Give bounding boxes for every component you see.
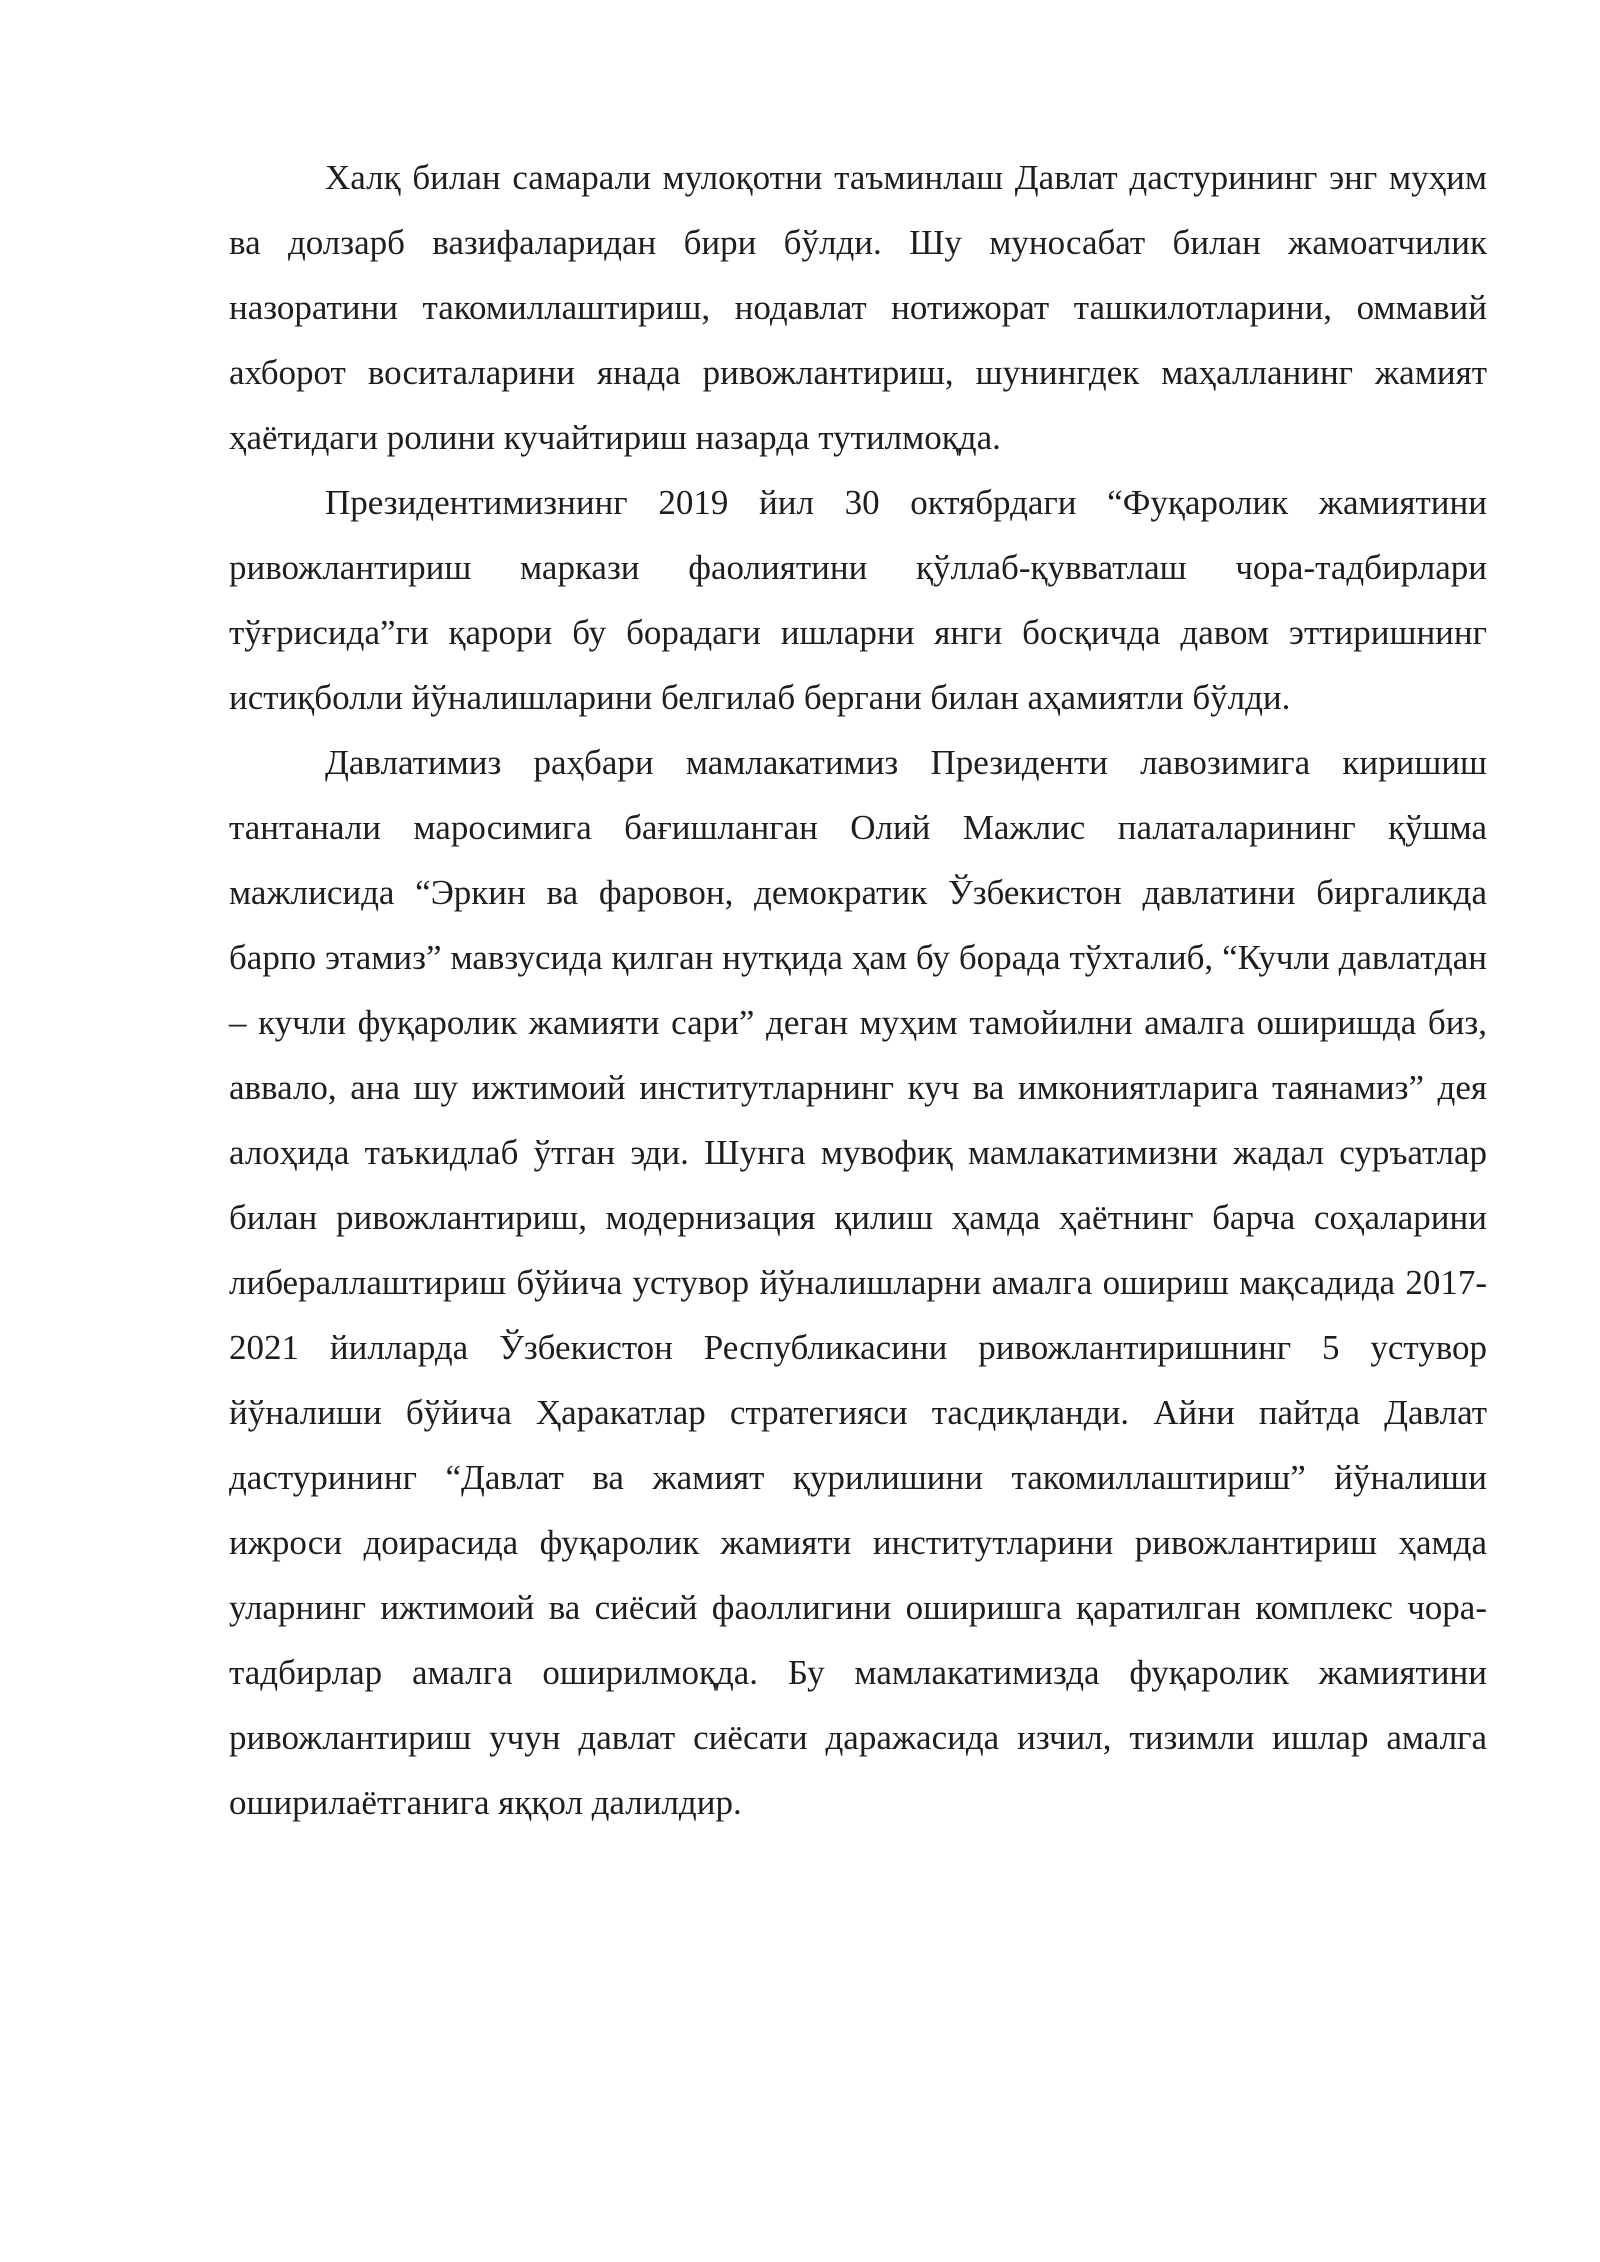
paragraph-2: Президентимизнинг 2019 йил 30 октябрдаги “Фуқаролик жамиятини ривожлантириш маркази фаолиятини қўллаб-қувватлаш чора-тадбирлари тўғрисида”ги қарори бу борадаги ишларни янги босқичда давом эттиришнинг истиқболли йўналишларини белгилаб бергани билан аҳамиятли бўлди. xyxy=(229,483,1487,717)
paragraph-1: Халқ билан самарали мулоқотни таъминлаш Давлат дастурининг энг муҳим ва долзарб вазифаларидан бири бўлди. Шу муносабат билан жамоатчилик назоратини такомиллаштириш, нодавлат нотижорат ташкилотларини, оммавий ахборот воситаларини янада ривожлантириш, шунингдек маҳалланинг жамият ҳаётидаги ролини кучайтириш назарда тутилмоқда. xyxy=(229,158,1487,457)
paragraph-3: Давлатимиз раҳбари мамлакатимиз Президенти лавозимига киришиш тантанали маросимига бағишланган Олий Мажлис палаталарининг қўшма мажлисида “Эркин ва фаровон, демократик Ўзбекистон давлатини биргаликда барпо этамиз” мавзусида қилган нутқида ҳам бу борада тўхталиб, “Кучли давлатдан – кучли фуқаролик жамияти сари” деган муҳим тамойилни амалга оширишда биз, аввало, ана шу ижтимоий институтларнинг куч ва имкониятларига таянамиз” дея алоҳида таъкидлаб ўтган эди. Шунга мувофиқ мамлакатимизни жадал суръатлар билан ривожлантириш, модернизация қилиш ҳамда ҳаётнинг барча соҳаларини либераллаштириш бўйича устувор йўналишларни амалга ошириш мақсадида 2017-2021 йилларда Ўзбекистон Республикасини ривожлантиришнинг 5 устувор йўналиши бўйича Ҳаракатлар стратегияси тасдиқланди. Айни пайтда Давлат дастурининг “Давлат ва жамият қурилишини такомиллаштириш” йўналиши ижроси доирасида фуқаролик жамияти институтларини ривожлантириш ҳамда уларнинг ижтимоий ва сиёсий фаоллигини оширишга қаратилган комплекс чора-тадбирлар амалга оширилмоқда. Бу мамлакатимизда фуқаролик жамиятини ривожлантириш учун давлат сиёсати даражасида изчил, тизимли ишлар амалга оширилаётганига яққол далилдир. xyxy=(229,743,1487,1822)
document-page xyxy=(229,145,1487,1835)
